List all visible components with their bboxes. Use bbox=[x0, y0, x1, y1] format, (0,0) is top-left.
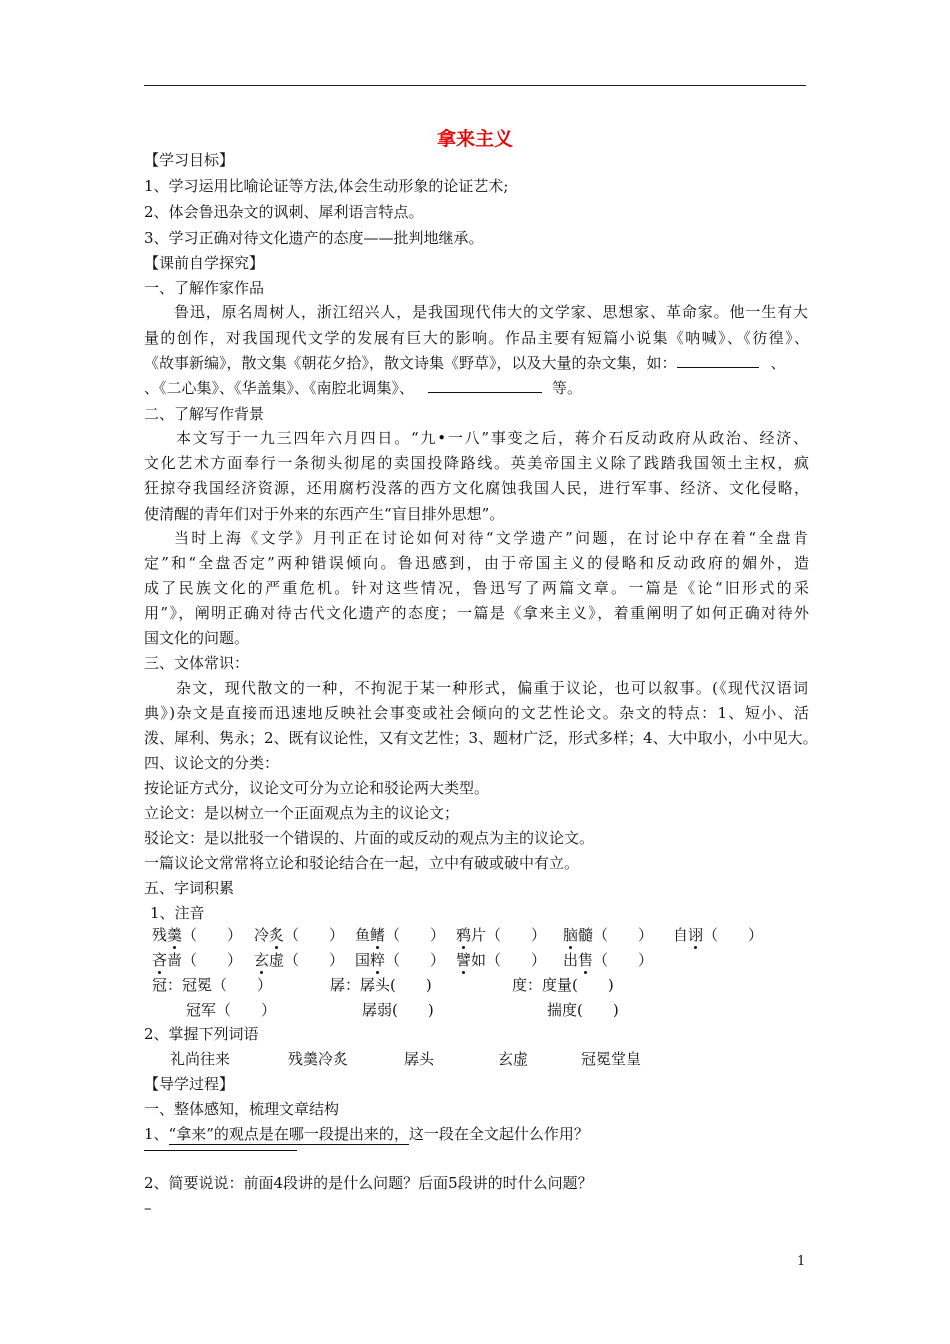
goal-item: 2、体会鲁迅杂文的讽刺、犀利语言特点。 bbox=[144, 203, 424, 221]
section-title: 二、了解写作背景 bbox=[144, 405, 265, 423]
pinyin-item: 譬如（ ） bbox=[456, 951, 547, 969]
goals-heading: 【学习目标】 bbox=[144, 151, 235, 169]
pinyin-item: 冷炙（ ） bbox=[254, 926, 345, 944]
background-para-line: 国文化的问题。 bbox=[144, 629, 250, 647]
vocab-word: 礼尚往来 bbox=[170, 1050, 231, 1068]
section-title: 一、了解作家作品 bbox=[144, 279, 265, 297]
pinyin-item: 出售（ ） bbox=[563, 951, 654, 969]
question-2: 2、简要说说：前面4段讲的是什么问题？后面5段讲的时什么问题？ bbox=[144, 1174, 593, 1192]
pinyin-item: 吝啬（ ） bbox=[152, 951, 243, 969]
background-para-line: 当时上海《文学》月刊正在讨论如何对待“文学遗产”问题，在讨论中存在着“全盘肯 bbox=[174, 529, 808, 547]
section-title: 五、字词积累 bbox=[144, 879, 235, 897]
genre-para-line: 典》)杂文是直接而迅速地反映社会事变或社会倾向的文艺性论文。杂文的特点：1、短小、活 bbox=[144, 704, 809, 722]
question-underlined: “拿来”的观点是在哪一段提出来的， bbox=[168, 1125, 409, 1143]
vocab-word: 冠冕堂皇 bbox=[581, 1050, 642, 1068]
section-title: 四、议论文的分类： bbox=[144, 754, 280, 772]
author-text: 等。 bbox=[552, 379, 583, 397]
background-para-line: 用”》，阐明正确对待古代文化遗产的态度；一篇是《拿来主义》，着重阐明了如何正确对待外 bbox=[144, 604, 809, 622]
pinyin-item: 自诩（ ） bbox=[673, 926, 764, 944]
polyphone-item: 冠：冠冕（ ） bbox=[152, 976, 273, 994]
argument-line: 一篇议论文常常将立论和驳论结合在一起，立中有破或破中有立。 bbox=[144, 854, 580, 872]
pinyin-item: 国粹（ ） bbox=[355, 951, 446, 969]
subsection-title: 2、掌握下列词语 bbox=[144, 1025, 259, 1043]
answer-blank bbox=[677, 353, 759, 368]
author-para-line: 鲁迅，原名周树人，浙江绍兴人，是我国现代伟大的文学家、思想家、革命家。他一生有大 bbox=[174, 303, 808, 321]
genre-para-line: 泼、犀利、隽永；2、既有议论性，又有文艺性；3、题材广泛，形式多样；4、大中取小，小中见大。 bbox=[144, 729, 818, 747]
goal-item: 3、学习正确对待文化遗产的态度——批判地继承。 bbox=[144, 229, 484, 247]
author-text: 、《二心集》、《华盖集》、《南腔北调集》、 bbox=[144, 379, 415, 397]
pinyin-item: 鸦片（ ） bbox=[456, 926, 547, 944]
argument-line: 立论文：是以树立一个正面观点为主的议论文； bbox=[144, 804, 460, 822]
vocab-word: 孱头 bbox=[404, 1050, 435, 1068]
section-title: 一、整体感知，梳理文章结构 bbox=[144, 1100, 340, 1118]
background-para-line: 使清醒的青年们对于外来的东西产生“盲目排外思想”。 bbox=[144, 505, 505, 523]
polyphone-item: 孱：孱头( ) bbox=[330, 976, 432, 994]
answer-dash: – bbox=[144, 1199, 152, 1217]
pinyin-item: 鱼鳍（ ） bbox=[355, 926, 446, 944]
author-text: 《故事新编》，散文集《朝花夕拾》，散文诗集《野草》，以及大量的杂文集，如： bbox=[144, 354, 677, 372]
author-para-line bbox=[144, 378, 809, 398]
answer-blank bbox=[428, 378, 542, 393]
vocab-word: 玄虚 bbox=[498, 1050, 529, 1068]
question-number: 1、 bbox=[144, 1125, 169, 1143]
answer-line bbox=[144, 1150, 297, 1151]
header-rule bbox=[144, 85, 806, 86]
genre-para-line: 杂文，现代散文的一种，不拘泥于某一种形式，偏重于议论，也可以叙事。(《现代汉语词 bbox=[176, 679, 808, 697]
polyphone-item: 孱弱( ) bbox=[362, 1001, 434, 1019]
polyphone-item: 度：度量( ) bbox=[512, 976, 614, 994]
subsection-title: 1、注音 bbox=[150, 904, 205, 922]
separator-text: 、 bbox=[770, 354, 786, 372]
background-para-line: 狂掠夺我国经济资源，还用腐朽没落的西方文化腐蚀我国人民，进行军事、经济、文化侵略， bbox=[144, 479, 809, 497]
background-para-line: 文化艺术方面奉行一条彻头彻尾的卖国投降路线。英美帝国主义除了践踏我国领土主权，疯 bbox=[144, 454, 809, 472]
author-para-line bbox=[144, 353, 809, 373]
background-para-line: 定”和“全盘否定”两种错误倾向。鲁迅感到，由于帝国主义的侵略和反动政府的媚外，造 bbox=[144, 554, 809, 572]
process-heading: 【导学过程】 bbox=[144, 1075, 235, 1093]
author-para-line: 量的创作，对我国现代文学的发展有巨大的影响。作品主要有短篇小说集《呐喊》、《彷徨》、 bbox=[144, 329, 809, 347]
polyphone-item: 揣度( ) bbox=[547, 1001, 619, 1019]
background-para-line: 成了民族文化的严重危机。针对这些情况，鲁迅写了两篇文章。一篇是《论“旧形式的采 bbox=[144, 579, 809, 597]
section-title: 三、文体常识： bbox=[144, 654, 250, 672]
pinyin-item: 玄虚（ ） bbox=[254, 951, 345, 969]
polyphone-item: 冠军（ ） bbox=[186, 1001, 277, 1019]
pinyin-item: 残羹（ ） bbox=[152, 926, 243, 944]
preview-heading: 【课前自学探究】 bbox=[144, 254, 265, 272]
argument-line: 驳论文：是以批驳一个错误的、片面的或反动的观点为主的议论文。 bbox=[144, 829, 595, 847]
vocab-word: 残羹冷炙 bbox=[288, 1050, 349, 1068]
question-1 bbox=[144, 1124, 809, 1144]
background-para-line: 本文写于一九三四年六月四日。“九•一八”事变之后，蒋介石反动政府从政治、经济、 bbox=[176, 429, 808, 447]
question-text: 这一段在全文起什么作用？ bbox=[408, 1125, 589, 1143]
goal-item: 1、学习运用比喻论证等方法,体会生动形象的论证艺术; bbox=[144, 177, 509, 195]
pinyin-item: 脑髓（ ） bbox=[563, 926, 654, 944]
page-number: 1 bbox=[797, 1254, 806, 1269]
page-title: 拿来主义 bbox=[436, 128, 513, 150]
argument-line: 按论证方式分，议论文可分为立论和驳论两大类型。 bbox=[144, 779, 490, 797]
